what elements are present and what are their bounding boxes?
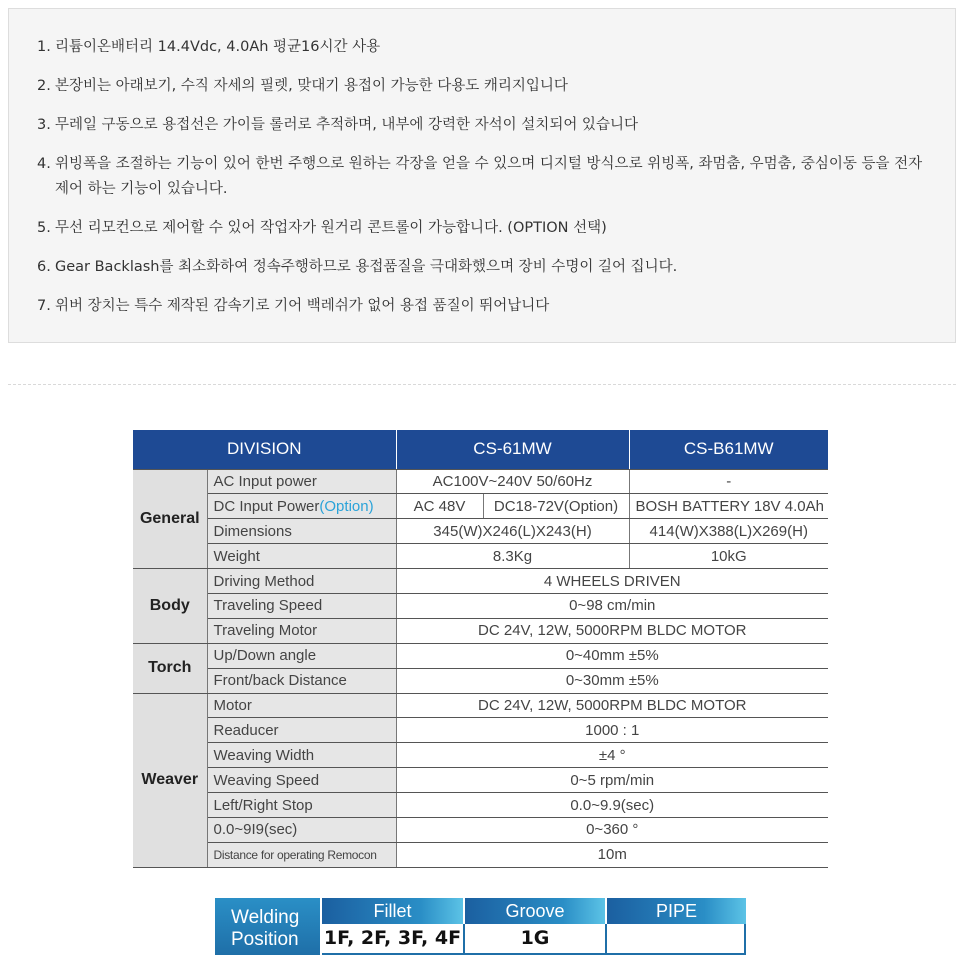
row-value: 4 WHEELS DRIVEN bbox=[396, 569, 828, 594]
row-value: DC18-72V(Option) bbox=[483, 494, 629, 519]
row-label: Weight bbox=[207, 544, 396, 569]
spec-table bbox=[133, 430, 828, 868]
row-value: 0~5 rpm/min bbox=[396, 768, 828, 793]
table-row bbox=[133, 668, 828, 693]
table-row bbox=[133, 618, 828, 643]
item-text: 위빙폭을 조절하는 기능이 있어 한번 주행으로 원하는 각장을 얻을 수 있으며 디지털 방식으로 위빙폭, 좌멈춤, 우멈춤, 중심이동 등을 전자 제어 하는 기능이 있습니다. bbox=[55, 156, 923, 197]
table-row bbox=[133, 842, 828, 867]
welding-position-title bbox=[215, 898, 320, 955]
groove-value: 1G bbox=[465, 924, 607, 955]
item-text: 무선 리모컨으로 제어할 수 있어 작업자가 원거리 콘트롤이 가능합니다. (OPTION 선택) bbox=[55, 220, 607, 236]
welding-title-line2: Position bbox=[231, 929, 299, 950]
row-value: DC 24V, 12W, 5000RPM BLDC MOTOR bbox=[396, 693, 828, 718]
table-row bbox=[133, 519, 828, 544]
table-row bbox=[133, 643, 828, 668]
table-row bbox=[133, 718, 828, 743]
row-label: Weaving Width bbox=[207, 743, 396, 768]
row-label: Traveling Motor bbox=[207, 618, 396, 643]
item-number: 3. bbox=[37, 117, 51, 133]
row-value: 0~98 cm/min bbox=[396, 593, 828, 618]
welding-position-box bbox=[215, 898, 746, 955]
row-value: 8.3Kg bbox=[396, 544, 629, 569]
row-label: Driving Method bbox=[207, 569, 396, 594]
row-value: 10m bbox=[396, 842, 828, 867]
item-number: 6. bbox=[37, 259, 51, 275]
row-label: 0.0~9I9(sec) bbox=[207, 817, 396, 842]
list-item bbox=[37, 35, 937, 60]
header-model-cs61mw: CS-61MW bbox=[396, 430, 629, 469]
table-row bbox=[133, 469, 828, 494]
row-value: 0~360 ° bbox=[396, 817, 828, 842]
feature-list bbox=[37, 35, 937, 333]
row-value: 414(W)X388(L)X269(H) bbox=[629, 519, 828, 544]
welding-title-line1: Welding bbox=[231, 907, 300, 928]
table-row bbox=[133, 817, 828, 842]
list-item bbox=[37, 294, 937, 319]
list-item bbox=[37, 255, 937, 280]
item-text: 리튬이온배터리 14.4Vdc, 4.0Ah 평균16시간 사용 bbox=[55, 39, 381, 55]
row-label-text: DC Input Power bbox=[213, 497, 320, 515]
item-number: 1. bbox=[37, 39, 51, 55]
table-row bbox=[133, 544, 828, 569]
table-row bbox=[133, 743, 828, 768]
row-label: Dimensions bbox=[207, 519, 396, 544]
row-value: AC100V~240V 50/60Hz bbox=[396, 469, 629, 494]
fillet-header: Fillet bbox=[322, 898, 463, 924]
row-value: ±4 ° bbox=[396, 743, 828, 768]
row-label: Distance for operating Remocon bbox=[207, 842, 396, 867]
header-model-csb61mw: CS-B61MW bbox=[629, 430, 828, 469]
row-value: DC 24V, 12W, 5000RPM BLDC MOTOR bbox=[396, 618, 828, 643]
row-label: Readucer bbox=[207, 718, 396, 743]
pipe-header: PIPE bbox=[607, 898, 746, 924]
row-value: AC 48V bbox=[396, 494, 483, 519]
row-value: 0~30mm ±5% bbox=[396, 668, 828, 693]
table-row bbox=[133, 593, 828, 618]
row-label: Left/Right Stop bbox=[207, 793, 396, 818]
list-item bbox=[37, 113, 937, 138]
table-row bbox=[133, 569, 828, 594]
section-divider bbox=[8, 384, 956, 385]
table-row bbox=[133, 494, 828, 519]
group-weaver: Weaver bbox=[133, 693, 207, 867]
fillet-value: 1F, 2F, 3F, 4F bbox=[322, 924, 465, 955]
list-item bbox=[37, 152, 937, 202]
list-item bbox=[37, 216, 937, 241]
group-body: Body bbox=[133, 569, 207, 644]
table-row bbox=[133, 693, 828, 718]
table-row bbox=[133, 793, 828, 818]
item-text: 위버 장치는 특수 제작된 감속기로 기어 백레쉬가 없어 용접 품질이 뛰어납니다 bbox=[55, 298, 550, 314]
item-number: 2. bbox=[37, 78, 51, 94]
item-number: 7. bbox=[37, 298, 51, 314]
item-text: 무레일 구동으로 용접선은 가이들 롤러로 추적하며, 내부에 강력한 자석이 설치되어 있습니다 bbox=[55, 117, 638, 133]
row-value: 1000 : 1 bbox=[396, 718, 828, 743]
row-value: BOSH BATTERY 18V 4.0Ah bbox=[629, 494, 828, 519]
table-row bbox=[133, 768, 828, 793]
table-header-row bbox=[133, 430, 828, 469]
groove-header: Groove bbox=[465, 898, 605, 924]
row-label: Front/back Distance bbox=[207, 668, 396, 693]
group-torch: Torch bbox=[133, 643, 207, 693]
option-tag: (Option) bbox=[319, 497, 374, 515]
row-label: Traveling Speed bbox=[207, 593, 396, 618]
header-division: DIVISION bbox=[133, 430, 396, 469]
row-value: 345(W)X246(L)X243(H) bbox=[396, 519, 629, 544]
row-value: 10kG bbox=[629, 544, 828, 569]
row-label: AC Input power bbox=[207, 469, 396, 494]
row-label bbox=[207, 494, 396, 519]
row-label: Up/Down angle bbox=[207, 643, 396, 668]
group-general: General bbox=[133, 469, 207, 569]
row-value: 0~40mm ±5% bbox=[396, 643, 828, 668]
item-number: 4. bbox=[37, 156, 51, 172]
item-number: 5. bbox=[37, 220, 51, 236]
item-text: Gear Backlash를 최소화하여 정속주행하므로 용접품질을 극대화했으며 장비 수명이 길어 집니다. bbox=[55, 259, 678, 275]
pipe-value bbox=[607, 924, 746, 955]
feature-box bbox=[8, 8, 956, 343]
row-value: - bbox=[629, 469, 828, 494]
item-text: 본장비는 아래보기, 수직 자세의 필렛, 맞대기 용접이 가능한 다용도 캐리지입니다 bbox=[55, 78, 568, 94]
row-value: 0.0~9.9(sec) bbox=[396, 793, 828, 818]
row-label: Motor bbox=[207, 693, 396, 718]
row-label: Weaving Speed bbox=[207, 768, 396, 793]
list-item bbox=[37, 74, 937, 99]
